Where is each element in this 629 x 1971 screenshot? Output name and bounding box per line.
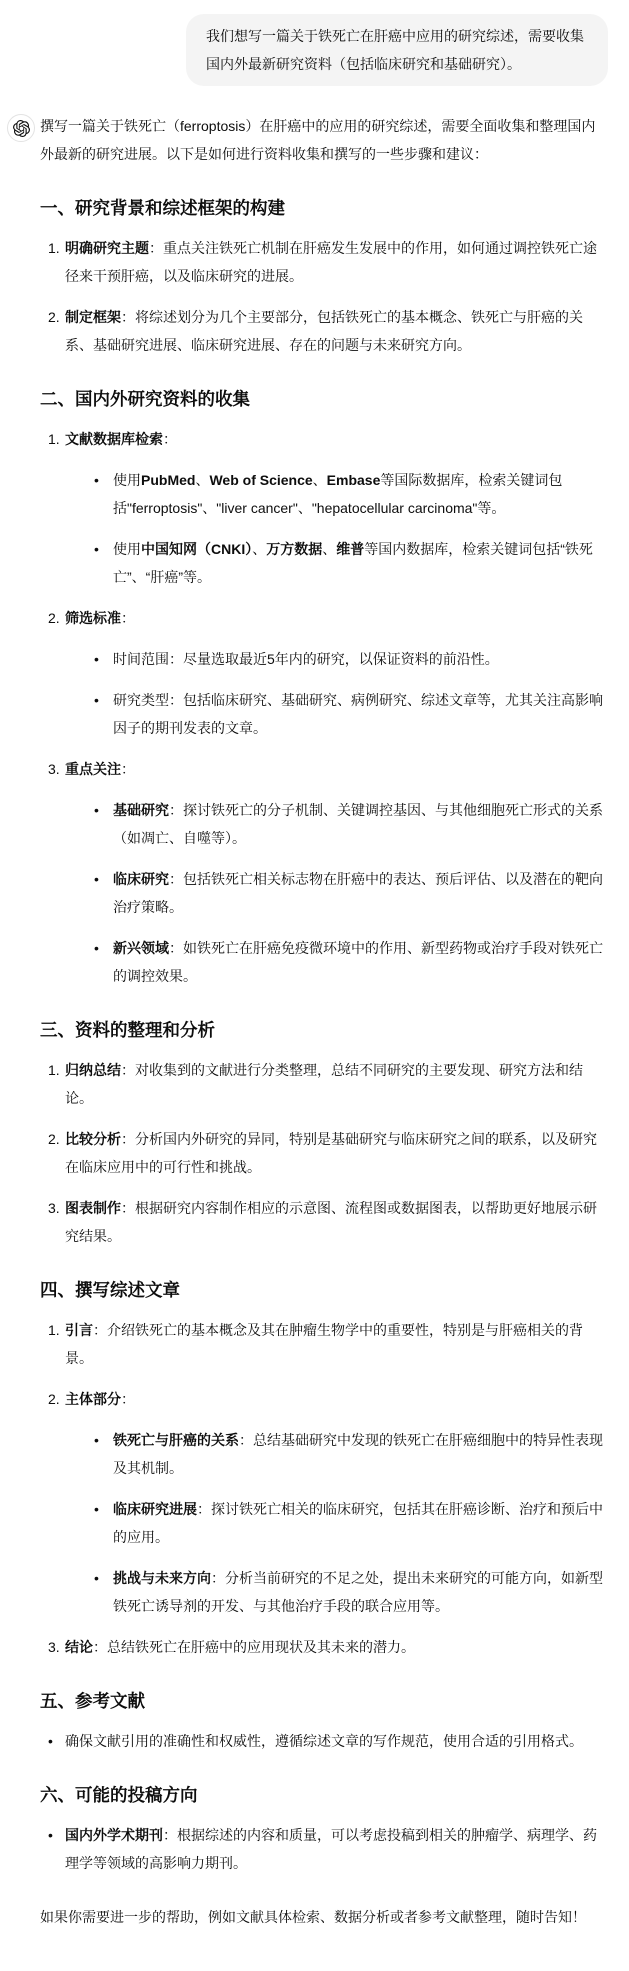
list-item-text bbox=[65, 1062, 583, 1106]
list-item-text bbox=[65, 1391, 135, 1407]
list-item-text bbox=[113, 472, 562, 516]
bold-text: 万方数据 bbox=[266, 541, 323, 557]
plain-text: ：总结基础研究中发现的铁死亡在肝癌细胞中的特异性表现及其机制。 bbox=[113, 1432, 603, 1476]
list-item-text bbox=[65, 1131, 597, 1175]
bold-text: PubMed bbox=[141, 472, 196, 488]
list-item bbox=[65, 865, 608, 921]
bullet-icon: • bbox=[94, 1570, 99, 1586]
plain-text: ： bbox=[163, 431, 177, 447]
bold-text: 维普 bbox=[336, 541, 365, 557]
plain-text: ：探讨铁死亡相关的临床研究，包括其在肝癌诊断、治疗和预后中的应用。 bbox=[113, 1501, 603, 1545]
bold-text: 文献数据库检索 bbox=[65, 431, 163, 447]
list-item-text bbox=[65, 240, 597, 284]
bold-text: 基础研究 bbox=[113, 802, 169, 818]
list-number: 1. bbox=[48, 240, 60, 256]
bullet-icon: • bbox=[94, 940, 99, 956]
plain-text: 等国内数据库，检索关键词包括“铁死亡”、“肝癌”等。 bbox=[113, 541, 593, 585]
list-item-text bbox=[113, 871, 603, 915]
bold-text: 引言 bbox=[65, 1322, 93, 1338]
assistant-outro-paragraph: 如果你需要进一步的帮助，例如文献具体检索、数据分析或者参考文献整理，随时告知！ bbox=[40, 1909, 586, 1925]
bold-text: 重点关注 bbox=[65, 761, 121, 777]
section-heading: 三、资料的整理和分析 bbox=[40, 1020, 215, 1040]
list-item-text bbox=[113, 1501, 603, 1545]
section-heading: 五、参考文献 bbox=[40, 1691, 145, 1711]
list-item bbox=[65, 466, 608, 522]
bold-text: Web of Science bbox=[209, 472, 313, 488]
list-item bbox=[40, 1633, 608, 1661]
plain-text: 、 bbox=[252, 541, 267, 557]
bold-text: 图表制作 bbox=[65, 1200, 121, 1216]
list-item-text bbox=[113, 1432, 603, 1476]
bold-text: 临床研究 bbox=[113, 871, 169, 887]
list-item bbox=[65, 796, 608, 852]
plain-text: ：对收集到的文献进行分类整理，总结不同研究的主要发现、研究方法和结论。 bbox=[65, 1062, 583, 1106]
assistant-message-row bbox=[7, 112, 608, 1931]
plain-text: 使用 bbox=[113, 541, 141, 557]
user-message-row bbox=[7, 14, 608, 86]
bold-text: Embase bbox=[326, 472, 381, 488]
list-item bbox=[40, 1194, 608, 1250]
list-number: 2. bbox=[48, 610, 60, 626]
list-item-text bbox=[113, 940, 603, 984]
bold-text: 中国知网（CNKI） bbox=[141, 541, 253, 557]
list-number: 1. bbox=[48, 1322, 60, 1338]
list-item bbox=[40, 1727, 608, 1755]
sub-list bbox=[65, 466, 608, 591]
bullet-icon: • bbox=[94, 1432, 99, 1448]
response-section bbox=[40, 1689, 608, 1755]
plain-text: ：包括铁死亡相关标志物在肝癌中的表达、预后评估、以及潜在的靶向治疗策略。 bbox=[113, 871, 603, 915]
plain-text: ：总结铁死亡在肝癌中的应用现状及其未来的潜力。 bbox=[93, 1639, 415, 1655]
list-item bbox=[65, 1426, 608, 1482]
bold-text: 挑战与未来方向 bbox=[113, 1570, 211, 1586]
plain-text: 时间范围：尽量选取最近5年内的研究，以保证资料的前沿性。 bbox=[113, 651, 499, 667]
list-item-text bbox=[113, 802, 603, 846]
section-heading: 四、撰写综述文章 bbox=[40, 1280, 180, 1300]
section-heading: 六、可能的投稿方向 bbox=[40, 1785, 198, 1805]
list-item bbox=[40, 1316, 608, 1372]
list-number: 1. bbox=[48, 431, 60, 447]
list-item-text bbox=[113, 1570, 603, 1614]
list-item bbox=[65, 535, 608, 591]
list-item-text bbox=[65, 1639, 415, 1655]
list-number: 2. bbox=[48, 1131, 60, 1147]
plain-text: ：根据综述的内容和质量，可以考虑投稿到相关的肿瘤学、病理学、药理学等领域的高影响力期刊。 bbox=[65, 1827, 597, 1871]
list-item-text bbox=[65, 1827, 597, 1871]
list-item-text bbox=[65, 1322, 583, 1366]
list-item bbox=[65, 686, 608, 742]
plain-text: ： bbox=[121, 761, 135, 777]
sub-list bbox=[65, 1426, 608, 1620]
bullet-icon: • bbox=[94, 692, 99, 708]
plain-text: ：分析国内外研究的异同，特别是基础研究与临床研究之间的联系，以及研究在临床应用中的可行性和挑战。 bbox=[65, 1131, 597, 1175]
assistant-avatar bbox=[7, 114, 35, 142]
list-number: 1. bbox=[48, 1062, 60, 1078]
bullet-icon: • bbox=[48, 1733, 53, 1749]
bold-text: 结论 bbox=[65, 1639, 93, 1655]
response-section bbox=[40, 1783, 608, 1877]
response-section bbox=[40, 1278, 608, 1661]
list-item bbox=[40, 425, 608, 591]
bullet-icon: • bbox=[94, 802, 99, 818]
response-section bbox=[40, 196, 608, 359]
plain-text: ：如铁死亡在肝癌免疫微环境中的作用、新型药物或治疗手段对铁死亡的调控效果。 bbox=[113, 940, 603, 984]
list-item-text bbox=[65, 431, 177, 447]
section-list bbox=[40, 425, 608, 990]
bold-text: 铁死亡与肝癌的关系 bbox=[113, 1432, 239, 1448]
plain-text: ：根据研究内容制作相应的示意图、流程图或数据图表，以帮助更好地展示研究结果。 bbox=[65, 1200, 597, 1244]
bold-text: 主体部分 bbox=[65, 1391, 121, 1407]
plain-text: 确保文献引用的准确性和权威性，遵循综述文章的写作规范，使用合适的引用格式。 bbox=[65, 1733, 583, 1749]
section-heading: 二、国内外研究资料的收集 bbox=[40, 389, 250, 409]
plain-text: ：介绍铁死亡的基本概念及其在肿瘤生物学中的重要性，特别是与肝癌相关的背景。 bbox=[65, 1322, 583, 1366]
bold-text: 筛选标准 bbox=[65, 610, 121, 626]
plain-text: ：将综述划分为几个主要部分，包括铁死亡的基本概念、铁死亡与肝癌的关系、基础研究进展、临床研究进展、存在的问题与未来研究方向。 bbox=[65, 309, 583, 353]
bold-text: 归纳总结 bbox=[65, 1062, 121, 1078]
bold-text: 国内外学术期刊 bbox=[65, 1827, 163, 1843]
list-item bbox=[65, 1564, 608, 1620]
bold-text: 明确研究主题 bbox=[65, 240, 149, 256]
list-number: 3. bbox=[48, 761, 60, 777]
list-item-text bbox=[65, 1200, 597, 1244]
bullet-icon: • bbox=[94, 541, 99, 557]
sub-list bbox=[65, 645, 608, 742]
plain-text: ：探讨铁死亡的分子机制、关键调控基因、与其他细胞死亡形式的关系（如凋亡、自噬等）。 bbox=[113, 802, 603, 846]
list-item bbox=[65, 1495, 608, 1551]
list-item bbox=[40, 1056, 608, 1112]
section-list bbox=[40, 234, 608, 359]
list-number: 2. bbox=[48, 1391, 60, 1407]
list-item bbox=[40, 303, 608, 359]
section-list bbox=[40, 1821, 608, 1877]
plain-text: 、 bbox=[322, 541, 337, 557]
plain-text: 使用 bbox=[113, 472, 141, 488]
bold-text: 制定框架 bbox=[65, 309, 121, 325]
list-item bbox=[40, 1385, 608, 1620]
list-number: 3. bbox=[48, 1200, 60, 1216]
assistant-intro-paragraph: 撰写一篇关于铁死亡（ferroptosis）在肝癌中的应用的研究综述，需要全面收集和整理国内外最新的研究进展。以下是如何进行资料收集和撰写的一些步骤和建议： bbox=[40, 118, 596, 162]
section-heading: 一、研究背景和综述框架的构建 bbox=[40, 198, 285, 218]
bullet-icon: • bbox=[94, 1501, 99, 1517]
user-message-bubble: 我们想写一篇关于铁死亡在肝癌中应用的研究综述，需要收集国内外最新研究资料（包括临床研究和基础研究）。 bbox=[186, 14, 608, 86]
section-list bbox=[40, 1056, 608, 1250]
assistant-message-content bbox=[40, 112, 608, 1931]
bold-text: 比较分析 bbox=[65, 1131, 121, 1147]
list-item bbox=[40, 234, 608, 290]
plain-text: 、 bbox=[195, 472, 210, 488]
plain-text: ：分析当前研究的不足之处，提出未来研究的可能方向，如新型铁死亡诱导剂的开发、与其他治疗手段的联合应用等。 bbox=[113, 1570, 603, 1614]
plain-text: ：重点关注铁死亡机制在肝癌发生发展中的作用，如何通过调控铁死亡途径来干预肝癌，以及临床研究的进展。 bbox=[65, 240, 597, 284]
list-number: 3. bbox=[48, 1639, 60, 1655]
plain-text: 等国际数据库，检索关键词包括"ferroptosis"、"liver cancer"、"hepatocellular carcinoma"等。 bbox=[113, 472, 563, 516]
bold-text: 临床研究进展 bbox=[113, 1501, 197, 1517]
list-item bbox=[65, 934, 608, 990]
section-list bbox=[40, 1316, 608, 1661]
list-item bbox=[40, 755, 608, 990]
list-item-text bbox=[65, 761, 135, 777]
list-item-text bbox=[113, 651, 499, 667]
plain-text: 、 bbox=[312, 472, 327, 488]
bold-text: 新兴领域 bbox=[113, 940, 169, 956]
list-item bbox=[40, 604, 608, 742]
plain-text: ： bbox=[121, 1391, 135, 1407]
list-item bbox=[40, 1125, 608, 1181]
bullet-icon: • bbox=[94, 871, 99, 887]
response-section bbox=[40, 1018, 608, 1250]
list-item-text bbox=[113, 541, 593, 585]
list-item bbox=[40, 1821, 608, 1877]
list-item bbox=[65, 645, 608, 673]
list-item-text bbox=[113, 692, 603, 736]
plain-text: 研究类型：包括临床研究、基础研究、病例研究、综述文章等，尤其关注高影响因子的期刊发表的文章。 bbox=[113, 692, 603, 736]
list-item-text bbox=[65, 610, 135, 626]
assistant-sections bbox=[40, 196, 608, 1877]
response-section bbox=[40, 387, 608, 990]
bullet-icon: • bbox=[94, 472, 99, 488]
bullet-icon: • bbox=[94, 651, 99, 667]
section-list bbox=[40, 1727, 608, 1755]
bullet-icon: • bbox=[48, 1827, 53, 1843]
list-number: 2. bbox=[48, 309, 60, 325]
list-item-text bbox=[65, 309, 583, 353]
plain-text: ： bbox=[121, 610, 135, 626]
sub-list bbox=[65, 796, 608, 990]
openai-logo-icon bbox=[13, 120, 30, 137]
list-item-text bbox=[65, 1733, 583, 1749]
